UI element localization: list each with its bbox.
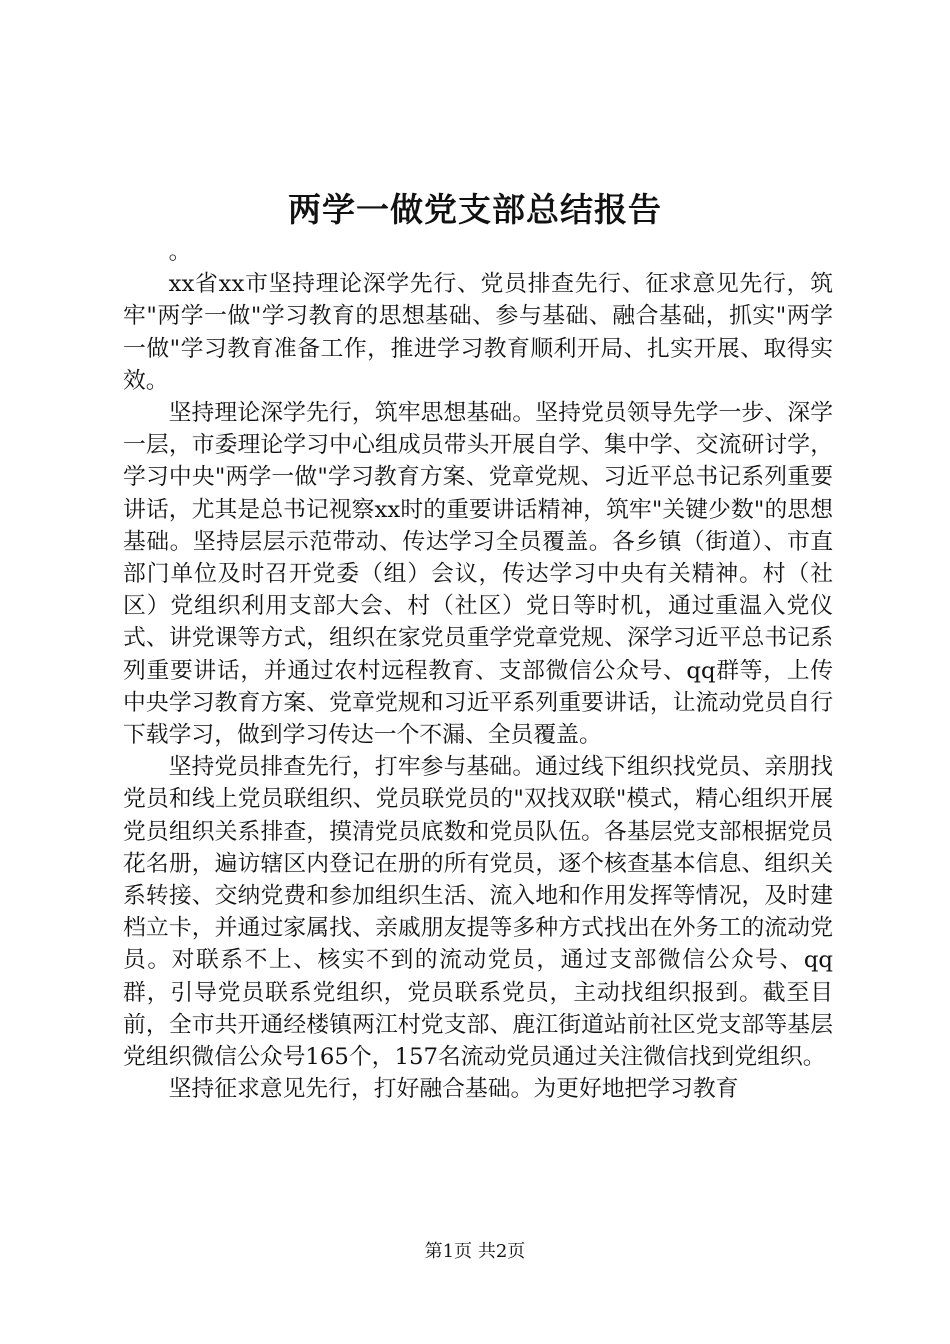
document-title: 两学一做党支部总结报告 [288, 190, 662, 229]
paragraph: 坚持理论深学先行，筑牢思想基础。坚持党员领导先学一步、深学一层，市委理论学习中心组成员带头开展自学、集中学、交流研讨学，学习中央"两学一做"学习教育方案、党章党规、习近平总书记系列重要讲话，尤其是总书记视察xx时的重要讲话精神，筑牢"关键少数"的思想基础。坚持层层示范带动、传达学习全员覆盖。各乡镇（街道）、市直部门单位及时召开党委（组）会议，传达学习中央有关精神。村（社区）党组织利用支部大会、村（社区）党日等时机，通过重温入党仪式、讲党课等方式，组织在家党员重学党章党规、深学习近平总书记系列重要讲话，并通过农村远程教育、支部微信公众号、qq群等，上传中央学习教育方案、党章党规和习近平系列重要讲话，让流动党员自行下载学习，做到学习传达一个不漏、全员覆盖。 [123, 400, 833, 749]
document-body [123, 236, 833, 1105]
page-footer: 第1页 共2页 [424, 1241, 526, 1262]
paragraph: xx省xx市坚持理论深学先行、党员排查先行、征求意见先行，筑牢"两学一做"学习教育的思想基础、参与基础、融合基础，抓实"两学一做"学习教育准备工作，推进学习教育顺利开局、扎实开展、取得实效。 [123, 271, 833, 394]
paragraph: 坚持党员排查先行，打牢参与基础。通过线下组织找党员、亲朋找党员和线上党员联组织、党员联党员的"双找双联"模式，精心组织开展党员组织关系排查，摸清党员底数和党员队伍。各基层党支部根据党员花名册，遍访辖区内登记在册的所有党员，逐个核查基本信息、组织关系转接、交纳党费和参加组织生活、流入地和作用发挥等情况，及时建档立卡，并通过家属找、亲戚朋友提等多种方式找出在外务工的流动党员。对联系不上、核实不到的流动党员，通过支部微信公众号、qq群，引导党员联系党组织，党员联系党员，主动找组织报到。截至目前，全市共开通经楼镇两江村党支部、鹿江街道站前社区党支部等基层党组织微信公众号165个，157名流动党员通过关注微信找到党组织。 [123, 754, 833, 1071]
paragraph: 坚持征求意见先行，打好融合基础。为更好地把学习教育 [168, 1076, 739, 1103]
paragraph: 。 [168, 239, 192, 265]
